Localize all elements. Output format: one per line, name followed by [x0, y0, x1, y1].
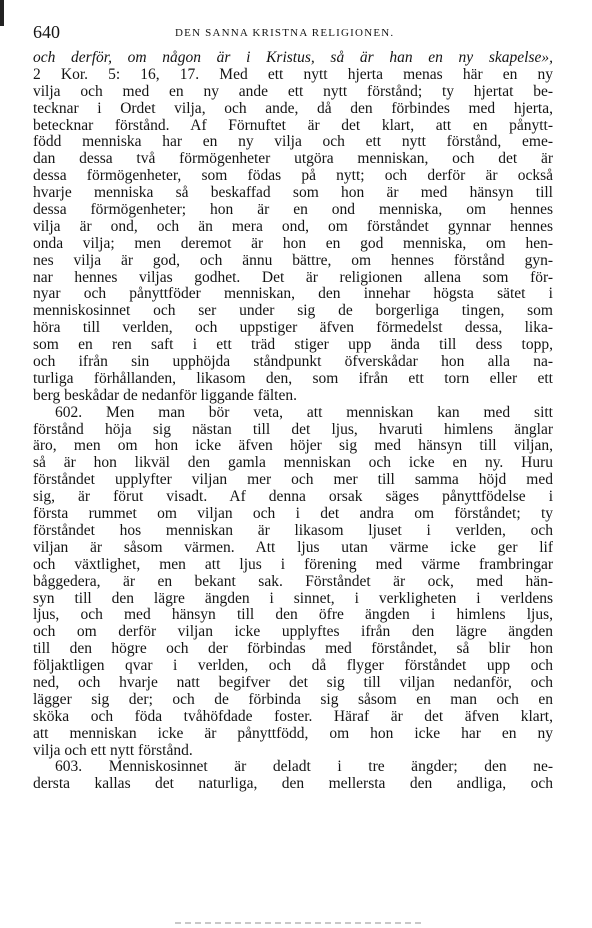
text-line: turliga förhållanden, likasom den, som ifrån ett torn eller ett [33, 370, 553, 387]
text-line: ljus, och med hänsyn till den öfre ängden i himlens ljus, [33, 607, 553, 624]
text-line: att menniskan icke är pånyttfödd, om hon icke har en ny [33, 725, 553, 742]
text-line: till den högre och der förbindas med förståndet, så blir hon [33, 641, 553, 658]
text-line: äro, men om hon icke äfven höjer sig med hänsyn till viljan, [33, 438, 553, 455]
section-602-start: 602. Men man bör veta, att menniskan kan med sitt [55, 404, 553, 421]
text-line: höra till verlden, och uppstiger äfven förmedelst dessa, lika- [33, 320, 553, 337]
text-line: 2 Kor. 5: 16, 17. Med ett nytt hjerta menas här en ny [33, 66, 553, 83]
section-603-start: 603. Menniskosinnet är deladt i tre ängder; den ne- [55, 759, 553, 776]
text-line: så är hon likväl den gamla menniskan och icke en ny. Huru [33, 455, 553, 472]
text-line: som en ren saft i ett träd stiger upp ända till dess topp, [33, 337, 553, 354]
text-line: förstånd höja sig nästan till det ljus, hvaruti himlens änglar [33, 421, 553, 438]
text-line: vilja är ond, och än mera ond, om förståndet gynnar hennes [33, 218, 553, 235]
running-head: DEN SANNA KRISTNA RELIGIONEN. [175, 27, 395, 39]
text-line: onda vilja; men deremot är hon en god menniska, om hen- [33, 235, 553, 252]
text-line: nyar och pånyttföder menniskan, den innehar högsta sätet i [33, 286, 553, 303]
text-line: betecknar förstånd. Af Förnuftet är det klart, att en pånytt- [33, 117, 553, 134]
text-line: dersta kallas det naturliga, den mellersta den andliga, och [33, 776, 553, 793]
body-text [33, 50, 553, 793]
text-line: vilja och med en ny ande ett nytt förstånd; ty hjertat be- [33, 83, 553, 100]
text-line: nar hennes viljas godhet. Det är religionen allena som för- [33, 269, 553, 286]
text-line: och derför, om någon är i Kristus, så är han en ny skapelse», [33, 50, 553, 66]
page-edge-mark [0, 0, 4, 26]
page-number: 640 [33, 22, 60, 42]
text-line: född menniska har en ny vilja och ett nytt förstånd, eme- [33, 134, 553, 151]
text-line: dessa förmögenheter, som födas på nytt; och derför är också [33, 168, 553, 185]
text-line: följaktligen qvar i verlden, och då flyger förståndet upp och [33, 658, 553, 675]
text-line: dessa förmögenheter; hon är en ond menniska, om hennes [33, 202, 553, 219]
text-line: och växtlighet, men att ljus i förening med värme frambringar [33, 556, 553, 573]
text-line: förståndet upplyfter viljan mer och mer till samma höjd med [33, 472, 553, 489]
text-line: viljan är såsom värmen. Att ljus utan värme icke ger lif [33, 539, 553, 556]
bottom-edge-mark [175, 922, 425, 924]
text-line: nes vilja är god, och ännu bättre, om hennes förstånd gyn- [33, 252, 553, 269]
text-line: båggedera, är en bekant sak. Förståndet är ock, med hän- [33, 573, 553, 590]
paragraph-end-line: vilja och ett nytt förstånd. [33, 742, 193, 759]
text-line: hvarje menniska så beskaffad som hon är med hänsyn till [33, 185, 553, 202]
text-line: och ifrån sin upphöjda ståndpunkt öfverskådar hon alla na- [33, 354, 553, 371]
page-header [33, 22, 556, 46]
text-line: ned, och hvarje natt begifver det sig till viljan nedanför, och [33, 674, 553, 691]
text-line: första rummet om viljan och i det andra om förståndet; ty [33, 506, 553, 523]
text-line: förståndet hos menniskan är likasom ljuset i verlden, och [33, 522, 553, 539]
paragraph-end-line: berg beskådar de nedanför liggande fälten. [33, 387, 297, 404]
text-line: lägger sig der; och de förbinda sig såsom en man och en [33, 691, 553, 708]
text-line: dan dessa två förmögenheter utgöra menniskan, och det är [33, 151, 553, 168]
text-line: tecknar i Ordet vilja, och ande, då den förbindes med hjerta, [33, 100, 553, 117]
text-line: sköka och föda tvåhöfdade foster. Häraf är det äfven klart, [33, 708, 553, 725]
text-line: sig, är förut visadt. Af denna orsak säges pånyttfödelse i [33, 489, 553, 506]
text-line: syn till den lägre ängden i sinnet, i verkligheten i verldens [33, 590, 553, 607]
text-line: menniskosinnet och ser under sig de borgerliga tingen, som [33, 303, 553, 320]
text-line: och om derför viljan icke upplyftes ifrån den lägre ängden [33, 624, 553, 641]
